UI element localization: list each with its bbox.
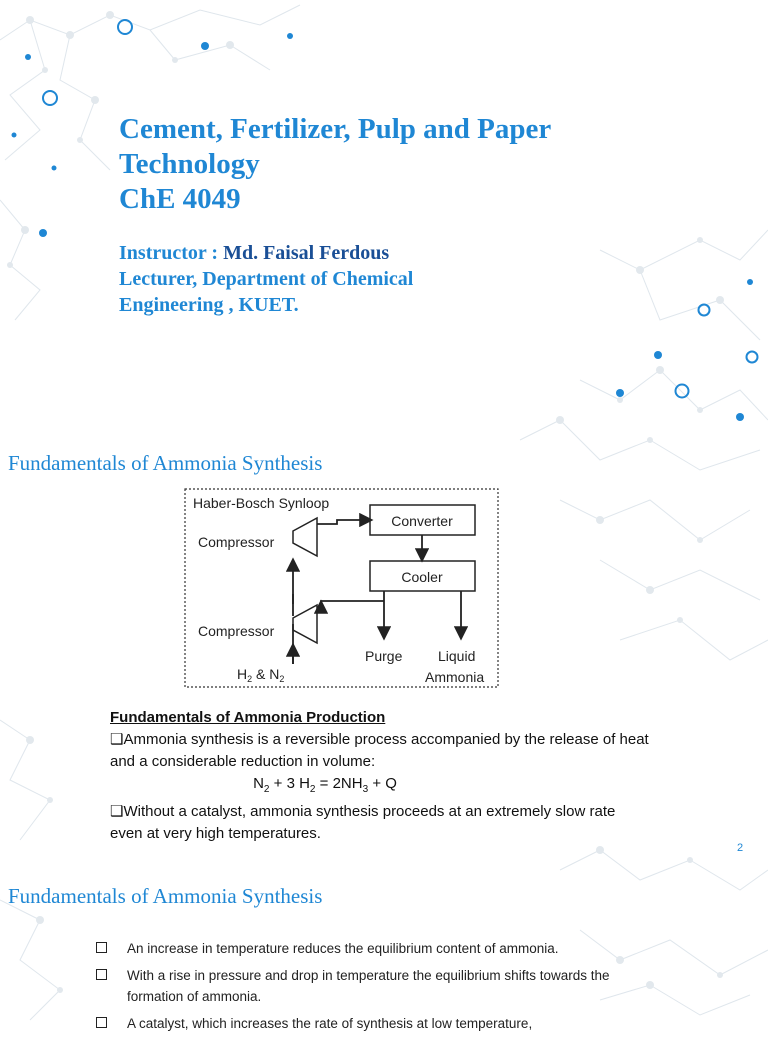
converter-label: Converter xyxy=(391,513,453,529)
instructor-position: Lecturer, Department of Chemical xyxy=(119,268,414,290)
course-title-line: Cement, Fertilizer, Pulp and Paper xyxy=(119,113,552,145)
instructor-line xyxy=(119,240,639,266)
course-title-line: Technology xyxy=(119,148,260,180)
course-title xyxy=(119,112,679,217)
production-heading: Fundamentals of Ammonia Production xyxy=(110,709,386,726)
liquid-label: Liquid xyxy=(438,648,476,664)
compressor-top-label: Compressor xyxy=(198,534,275,550)
slide2-title: Fundamentals of Ammonia Synthesis xyxy=(8,451,323,475)
bullet-text: Without a catalyst, ammonia synthesis proceeds at an extremely slow rate even at very high temperatures. xyxy=(110,803,616,842)
checkbox-bullet-icon: ❑ xyxy=(110,731,124,748)
compressor-top-symbol xyxy=(293,518,317,556)
course-code: ChE 4049 xyxy=(119,183,241,215)
feed-label: $H_2$ & $N_2$ xyxy=(237,666,285,684)
checkbox-bullet-icon xyxy=(96,969,107,980)
instructor-label: Instructor : xyxy=(119,242,224,264)
list-item xyxy=(96,965,656,1007)
checkbox-bullet-icon xyxy=(96,942,107,953)
page-number: 2 xyxy=(737,842,744,854)
cooler-label: Cooler xyxy=(401,569,443,585)
slide3-title: Fundamentals of Ammonia Synthesis xyxy=(8,884,323,908)
slide3-bullet-list xyxy=(96,938,656,1040)
compressor-bottom-label: Compressor xyxy=(198,623,275,639)
diagram-title: Haber-Bosch Synloop xyxy=(193,495,330,511)
bullet-item xyxy=(110,729,650,773)
instructor-name: Md. Faisal Ferdous xyxy=(223,242,390,264)
haber-bosch-diagram xyxy=(181,486,501,691)
checkbox-bullet-icon xyxy=(96,1017,107,1028)
ammonia-label: Ammonia xyxy=(425,669,485,685)
instructor-affiliation: Engineering , KUET. xyxy=(119,294,299,316)
bullet-text: Ammonia synthesis is a reversible process accompanied by the release of heat and a considerable reduction in volume: xyxy=(110,731,649,770)
bullet-text: An increase in temperature reduces the equilibrium content of ammonia. xyxy=(127,941,559,956)
purge-label: Purge xyxy=(365,648,403,664)
checkbox-bullet-icon: ❑ xyxy=(110,803,124,820)
ammonia-production-text xyxy=(110,707,650,845)
bullet-text: With a rise in pressure and drop in temperature the equilibrium shifts towards the formation of ammonia. xyxy=(127,968,610,1004)
instructor-block xyxy=(119,240,639,318)
compressor-bottom-symbol xyxy=(293,605,317,643)
bullet-item xyxy=(110,801,650,845)
bullet-text: A catalyst, which increases the rate of synthesis at low temperature, xyxy=(127,1016,533,1031)
list-item xyxy=(96,938,656,959)
synthesis-equation: $N_2 + 3$ $H_2 = 2NH_3 + Q$ xyxy=(253,775,397,795)
